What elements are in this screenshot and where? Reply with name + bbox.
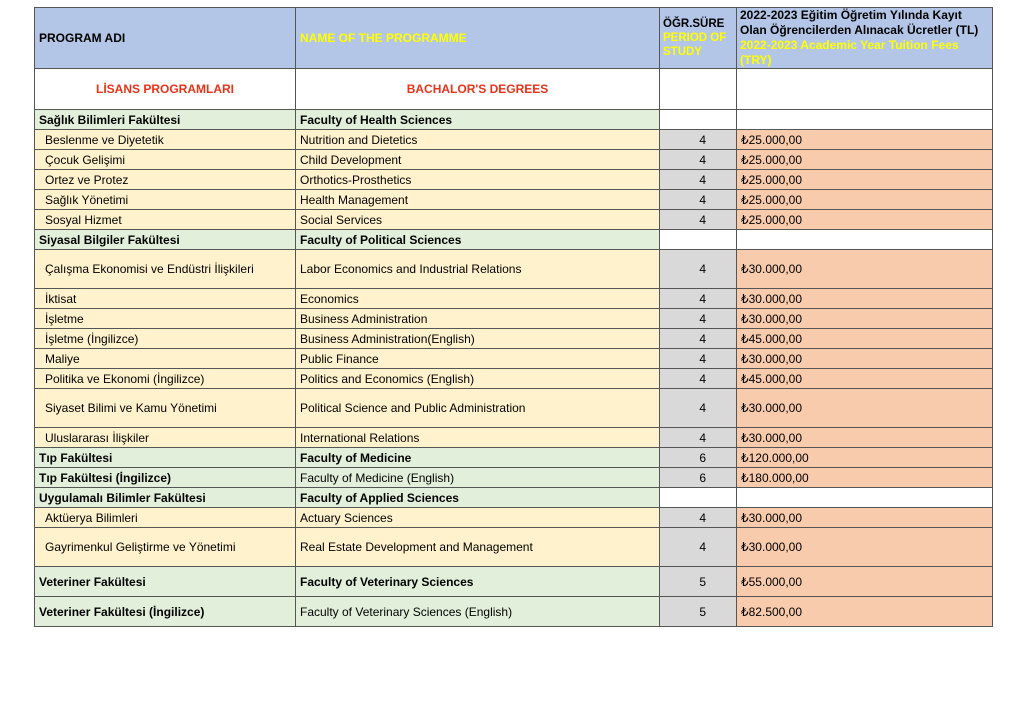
cell-name-en: Public Finance xyxy=(296,349,660,369)
cell-name-en: Real Estate Development and Management xyxy=(296,528,660,567)
cell-name-en: International Relations xyxy=(296,428,660,448)
cell-name-tr: Çalışma Ekonomisi ve Endüstri İlişkileri xyxy=(35,250,296,289)
cell-name-en: Business Administration xyxy=(296,309,660,329)
header-period xyxy=(660,8,737,69)
program-row xyxy=(35,369,993,389)
cell-period: 4 xyxy=(660,369,737,389)
cell-name-tr: Sosyal Hizmet xyxy=(35,210,296,230)
cell-name-en: Nutrition and Dietetics xyxy=(296,130,660,150)
header-fees-en: 2022-2023 Academic Year Tuition Fees (TRY) xyxy=(740,38,959,67)
header-programme-name: NAME OF THE PROGRAMME xyxy=(296,8,660,69)
cell-name-tr: İktisat xyxy=(35,289,296,309)
cell-name-tr: İşletme xyxy=(35,309,296,329)
cell-name-tr: Maliye xyxy=(35,349,296,369)
faculty-row xyxy=(35,110,993,130)
cell-name-tr: Ortez ve Protez xyxy=(35,170,296,190)
subheader-empty-fee xyxy=(737,69,993,110)
program-row xyxy=(35,329,993,349)
cell-period: 4 xyxy=(660,150,737,170)
cell-name-tr: İşletme (İngilizce) xyxy=(35,329,296,349)
program-row xyxy=(35,428,993,448)
header-program-adi: PROGRAM ADI xyxy=(35,8,296,69)
cell-name-tr: Siyasal Bilgiler Fakültesi xyxy=(35,230,296,250)
cell-name-en: Economics xyxy=(296,289,660,309)
program-row xyxy=(35,130,993,150)
program-row xyxy=(35,289,993,309)
cell-name-tr: Uluslararası İlişkiler xyxy=(35,428,296,448)
header-fees-tr: 2022-2023 Eğitim Öğretim Yılında Kayıt Olan Öğrencilerden Alınacak Ücretler (TL) xyxy=(740,8,979,37)
cell-period: 4 xyxy=(660,130,737,150)
cell-name-tr: Sağlık Yönetimi xyxy=(35,190,296,210)
cell-period: 4 xyxy=(660,190,737,210)
cell-name-en: Political Science and Public Administration xyxy=(296,389,660,428)
cell-fee: ₺55.000,00 xyxy=(737,567,993,597)
cell-name-en: Faculty of Medicine (English) xyxy=(296,468,660,488)
program-row xyxy=(35,170,993,190)
cell-fee: ₺45.000,00 xyxy=(737,369,993,389)
cell-name-en: Faculty of Medicine xyxy=(296,448,660,468)
cell-name-tr: Aktüerya Bilimleri xyxy=(35,508,296,528)
cell-fee: ₺30.000,00 xyxy=(737,428,993,448)
cell-fee: ₺30.000,00 xyxy=(737,389,993,428)
cell-name-en: Faculty of Veterinary Sciences (English) xyxy=(296,597,660,627)
cell-name-tr: Uygulamalı Bilimler Fakültesi xyxy=(35,488,296,508)
cell-name-tr: Siyaset Bilimi ve Kamu Yönetimi xyxy=(35,389,296,428)
program-row xyxy=(35,508,993,528)
cell-name-tr: Tıp Fakültesi xyxy=(35,448,296,468)
program-row xyxy=(35,150,993,170)
cell-period: 4 xyxy=(660,329,737,349)
cell-period: 4 xyxy=(660,349,737,369)
cell-name-en: Faculty of Political Sciences xyxy=(296,230,660,250)
cell-fee: ₺25.000,00 xyxy=(737,170,993,190)
cell-fee: ₺30.000,00 xyxy=(737,349,993,369)
cell-period: 4 xyxy=(660,170,737,190)
cell-name-tr: Gayrimenkul Geliştirme ve Yönetimi xyxy=(35,528,296,567)
cell-name-en: Labor Economics and Industrial Relations xyxy=(296,250,660,289)
header-period-en: PERIOD OF STUDY xyxy=(663,32,727,58)
program-row xyxy=(35,389,993,428)
cell-period: 4 xyxy=(660,250,737,289)
cell-period: 4 xyxy=(660,508,737,528)
cell-name-tr: Tıp Fakültesi (İngilizce) xyxy=(35,468,296,488)
cell-period xyxy=(660,110,737,130)
cell-fee: ₺120.000,00 xyxy=(737,448,993,468)
cell-period: 4 xyxy=(660,210,737,230)
cell-name-tr: Politika ve Ekonomi (İngilizce) xyxy=(35,369,296,389)
cell-name-tr: Veteriner Fakültesi xyxy=(35,567,296,597)
cell-name-en: Politics and Economics (English) xyxy=(296,369,660,389)
program-row xyxy=(35,190,993,210)
cell-fee: ₺45.000,00 xyxy=(737,329,993,349)
subheader-row xyxy=(35,69,993,110)
faculty-row xyxy=(35,567,993,597)
tuition-fees-table xyxy=(34,7,993,627)
faculty-row xyxy=(35,597,993,627)
cell-period: 4 xyxy=(660,389,737,428)
cell-name-tr: Sağlık Bilimleri Fakültesi xyxy=(35,110,296,130)
faculty-row xyxy=(35,448,993,468)
cell-fee: ₺30.000,00 xyxy=(737,250,993,289)
cell-fee: ₺82.500,00 xyxy=(737,597,993,627)
faculty-row xyxy=(35,468,993,488)
cell-name-en: Faculty of Health Sciences xyxy=(296,110,660,130)
cell-name-en: Actuary Sciences xyxy=(296,508,660,528)
cell-fee xyxy=(737,488,993,508)
header-row xyxy=(35,8,993,69)
cell-fee: ₺30.000,00 xyxy=(737,309,993,329)
subheader-empty-period xyxy=(660,69,737,110)
cell-fee: ₺180.000,00 xyxy=(737,468,993,488)
cell-name-en: Faculty of Veterinary Sciences xyxy=(296,567,660,597)
cell-period: 4 xyxy=(660,289,737,309)
program-row xyxy=(35,528,993,567)
cell-period: 6 xyxy=(660,448,737,468)
cell-period: 4 xyxy=(660,428,737,448)
cell-name-en: Faculty of Applied Sciences xyxy=(296,488,660,508)
cell-period: 4 xyxy=(660,309,737,329)
cell-fee: ₺25.000,00 xyxy=(737,190,993,210)
cell-name-en: Business Administration(English) xyxy=(296,329,660,349)
cell-fee: ₺25.000,00 xyxy=(737,130,993,150)
cell-period: 6 xyxy=(660,468,737,488)
cell-name-en: Health Management xyxy=(296,190,660,210)
cell-name-tr: Beslenme ve Diyetetik xyxy=(35,130,296,150)
header-fees xyxy=(737,8,993,69)
cell-fee: ₺30.000,00 xyxy=(737,528,993,567)
cell-period: 5 xyxy=(660,597,737,627)
cell-period xyxy=(660,488,737,508)
cell-fee: ₺30.000,00 xyxy=(737,289,993,309)
cell-period xyxy=(660,230,737,250)
cell-name-tr: Çocuk Gelişimi xyxy=(35,150,296,170)
program-row xyxy=(35,250,993,289)
faculty-row xyxy=(35,488,993,508)
cell-fee xyxy=(737,230,993,250)
cell-period: 4 xyxy=(660,528,737,567)
cell-name-en: Child Development xyxy=(296,150,660,170)
subheader-en: BACHALOR'S DEGREES xyxy=(296,69,660,110)
cell-name-en: Orthotics-Prosthetics xyxy=(296,170,660,190)
cell-name-en: Social Services xyxy=(296,210,660,230)
program-row xyxy=(35,349,993,369)
program-row xyxy=(35,210,993,230)
cell-fee xyxy=(737,110,993,130)
cell-fee: ₺25.000,00 xyxy=(737,150,993,170)
cell-period: 5 xyxy=(660,567,737,597)
program-row xyxy=(35,309,993,329)
faculty-row xyxy=(35,230,993,250)
header-period-tr: ÖĞR.SÜRE xyxy=(663,18,725,30)
cell-fee: ₺30.000,00 xyxy=(737,508,993,528)
cell-name-tr: Veteriner Fakültesi (İngilizce) xyxy=(35,597,296,627)
cell-fee: ₺25.000,00 xyxy=(737,210,993,230)
subheader-tr: LİSANS PROGRAMLARI xyxy=(35,69,296,110)
